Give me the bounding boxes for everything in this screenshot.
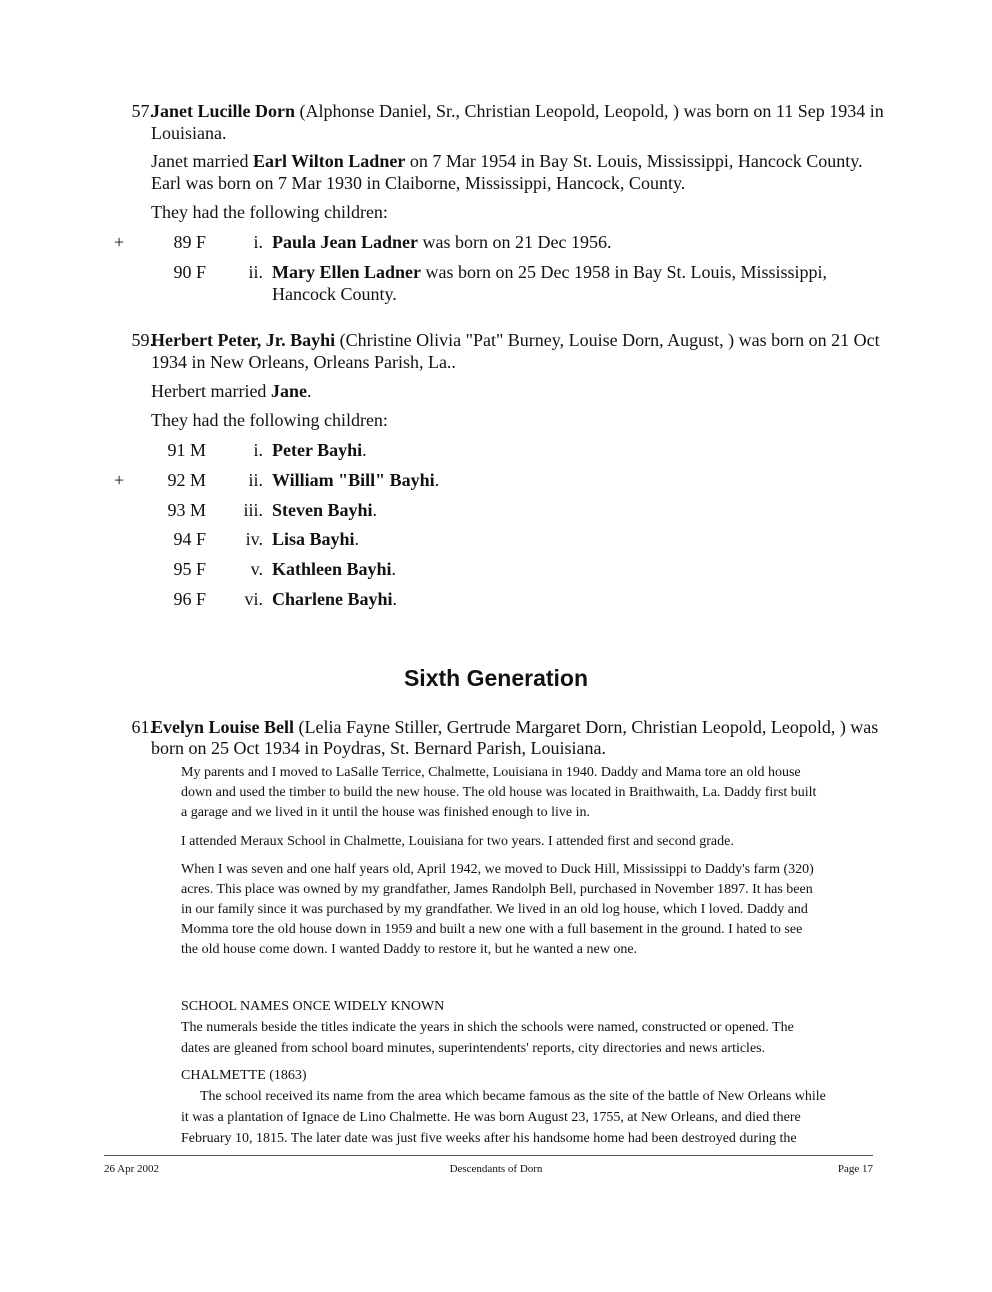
child-line: [272, 439, 367, 461]
entry-text: born on 25 Oct 1934 in Poydras, St. Bernard Parish, Louisiana.: [151, 738, 606, 758]
child-line: [272, 499, 377, 521]
child-roman: ii.: [248, 470, 263, 490]
entry-line: [151, 329, 911, 351]
entry-number: 57.: [131, 101, 154, 121]
marriage-text: Janet married: [151, 151, 253, 171]
footer-title: Descendants of Dorn: [449, 1163, 543, 1175]
entry-line: [151, 100, 911, 122]
child-line: [272, 231, 611, 253]
spouse-name: Jane: [270, 381, 307, 401]
child-text: was born on 21 Dec 1956.: [418, 232, 612, 252]
child-text: .: [392, 589, 398, 609]
child-name: Lisa Bayhi: [272, 529, 355, 549]
child-text: .: [362, 440, 367, 460]
child-roman: vi.: [244, 589, 263, 609]
has-descendants-marker: +: [114, 232, 125, 252]
note-line: February 10, 1815. The later date was just five weeks after his handsome home had been destroyed during the: [181, 1131, 797, 1146]
person-name: Evelyn Louise Bell: [151, 717, 295, 737]
child-roman: ii.: [248, 262, 263, 282]
children-intro: They had the following children:: [151, 410, 388, 430]
child-line: [272, 528, 359, 550]
note-line: The numerals beside the titles indicate the years in shich the schools were named, constructed or opened. The: [181, 1020, 794, 1035]
note-line: a garage and we lived in it until the house was finished enough to live in.: [181, 805, 591, 820]
child-ref: 94 F: [173, 529, 206, 549]
child-name: Charlene Bayhi: [272, 589, 393, 609]
child-ref: 89 F: [173, 232, 206, 252]
child-line: [272, 588, 397, 610]
child-name: William "Bill" Bayhi: [272, 470, 435, 490]
child-text: .: [354, 529, 360, 549]
section-heading: CHALMETTE (1863): [181, 1068, 307, 1083]
note-line: My parents and I moved to LaSalle Terrice, Chalmette, Louisiana in 1940. Daddy and Mama tore an old house: [181, 765, 801, 780]
marriage-line: [151, 150, 863, 172]
entry-text: (Alphonse Daniel, Sr., Christian Leopold, Leopold, ) was born on 11 Sep 1934 in: [295, 101, 884, 121]
note-line: When I was seven and one half years old, April 1942, we moved to Duck Hill, Mississippi to Daddy's farm (320): [181, 862, 814, 877]
child-ref: 95 F: [173, 559, 206, 579]
child-roman: iii.: [243, 500, 263, 520]
entry-number: 61.: [131, 717, 154, 737]
note-line: acres. This place was owned by my grandfather, James Randolph Bell, purchased in November 1897. It has been: [181, 882, 813, 897]
spouse-birth: Earl was born on 7 Mar 1930 in Claiborne, Mississippi, Hancock, County.: [151, 173, 686, 193]
footer-rule: [104, 1155, 873, 1156]
child-text: .: [372, 500, 378, 520]
spouse-name: Earl Wilton Ladner: [252, 151, 406, 171]
note-line: it was a plantation of Ignace de Lino Chalmette. He was born August 23, 1755, at New Orleans, and died there: [181, 1110, 801, 1125]
child-ref: 92 M: [167, 470, 206, 490]
person-name: Janet Lucille Dorn: [151, 101, 295, 121]
children-intro: They had the following children:: [151, 202, 388, 222]
generation-heading: Sixth Generation: [403, 665, 589, 691]
child-roman: iv.: [245, 529, 263, 549]
note-line: Momma tore the old house down in 1959 and built a new one with a full basement in the ground. I hated to see: [181, 922, 803, 937]
footer-date: 26 Apr 2002: [104, 1163, 159, 1175]
entry-line: [151, 716, 911, 738]
child-line: [272, 558, 396, 580]
child-text: Hancock County.: [272, 284, 397, 304]
note-line: the old house come down. I wanted Daddy to restore it, but he wanted a new one.: [181, 942, 638, 957]
child-name: Mary Ellen Ladner: [272, 262, 421, 282]
child-ref: 96 F: [173, 589, 206, 609]
note-line: I attended Meraux School in Chalmette, Louisiana for two years. I attended first and second grade.: [181, 834, 734, 849]
entry-number: 59.: [131, 330, 154, 350]
child-ref: 90 F: [173, 262, 206, 282]
child-roman: i.: [253, 232, 263, 252]
has-descendants-marker: +: [114, 470, 125, 490]
marriage-text: .: [306, 381, 312, 401]
child-ref: 91 M: [167, 440, 206, 460]
child-line: [272, 261, 827, 283]
entry-text: (Lelia Fayne Stiller, Gertrude Margaret Dorn, Christian Leopold, Leopold, ) was: [294, 717, 879, 737]
child-name: Steven Bayhi: [272, 500, 373, 520]
note-line: in our family since it was purchased by my grandfather. We lived in an old log house, which I loved. Daddy and: [181, 902, 808, 917]
entry-text: (Christine Olivia "Pat" Burney, Louise Dorn, August, ) was born on 21 Oct: [335, 330, 880, 350]
child-text: was born on 25 Dec 1958 in Bay St. Louis, Mississippi,: [421, 262, 828, 282]
marriage-text: Herbert married: [151, 381, 271, 401]
entry-text: Louisiana.: [151, 123, 227, 143]
child-line: [272, 469, 439, 491]
person-name: Herbert Peter, Jr. Bayhi: [151, 330, 336, 350]
note-line: down and used the timber to build the new house. The old house was located in Braithwaith, La. Daddy first built: [181, 785, 817, 800]
note-line: The school received its name from the area which became famous as the site of the battle of New Orleans while: [200, 1089, 826, 1104]
section-heading: SCHOOL NAMES ONCE WIDELY KNOWN: [181, 999, 445, 1014]
child-name: Kathleen Bayhi: [272, 559, 392, 579]
note-line: dates are gleaned from school board minutes, superintendents' reports, city directories and news articles.: [181, 1041, 766, 1056]
child-name: Peter Bayhi: [272, 440, 363, 460]
child-roman: i.: [253, 440, 263, 460]
child-text: .: [434, 470, 440, 490]
child-text: .: [391, 559, 397, 579]
footer-page: Page 17: [837, 1163, 873, 1175]
marriage-text: on 7 Mar 1954 in Bay St. Louis, Mississippi, Hancock County.: [405, 151, 863, 171]
entry-text: 1934 in New Orleans, Orleans Parish, La..: [151, 352, 456, 372]
marriage-line: [151, 380, 311, 402]
child-name: Paula Jean Ladner: [272, 232, 419, 252]
child-roman: v.: [250, 559, 263, 579]
child-ref: 93 M: [167, 500, 206, 520]
